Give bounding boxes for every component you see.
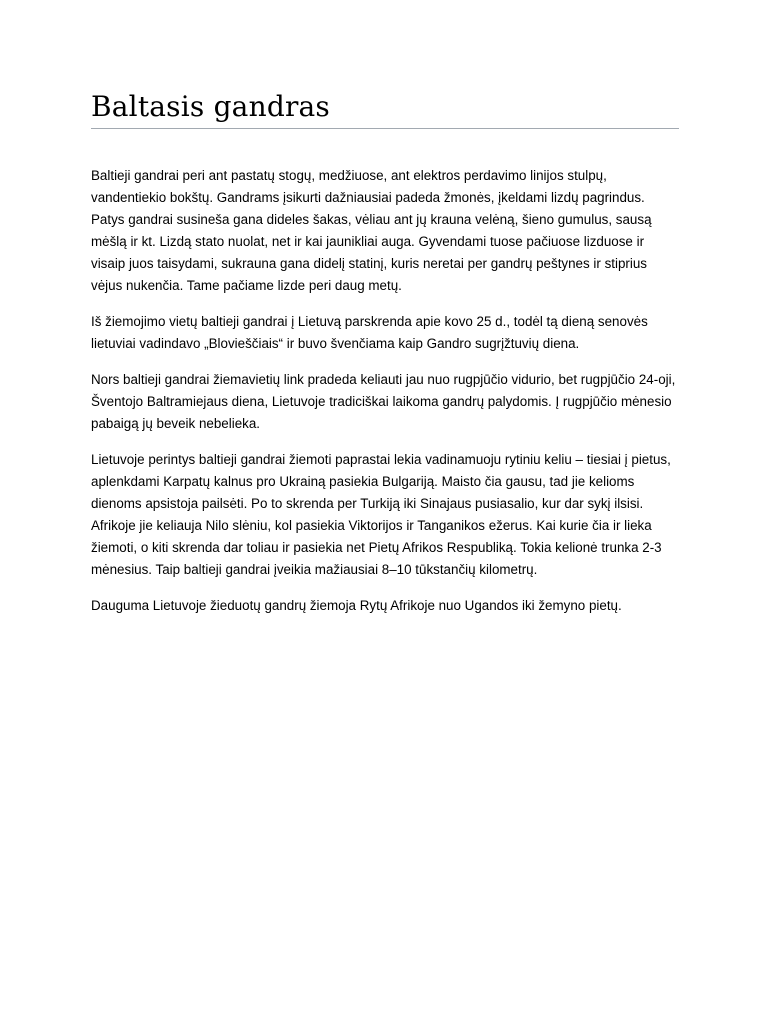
paragraph-arrival: Iš žiemojimo vietų baltieji gandrai į Lietuvą parskrenda apie kovo 25 d., todėl tą dieną senovės lietuviai vadindavo „Blovieščiais“ ir buvo švenčiama kaip Gandro sugrįžtuvių diena. [91, 314, 648, 351]
paragraph-nesting: Baltieji gandrai peri ant pastatų stogų, medžiuose, ant elektros perdavimo linijos stulpų, vandentiekio bokštų. Gandrams įsikurti dažniausiai padeda žmonės, įkeldami lizdų pagrindus. Patys gandrai susineša gana dideles šakas, vėliau ant jų krauna velėną, šieno gumulus, sausą mėšlą ir kt. Lizdą stato nuolat, net ir kai jaunikliai auga. Gyvendami tuose pačiuose lizduose ir visaip juos taisydami, sukrauna gana didelį statinį, kuris neretai per gandrų peštynes ir stiprius vėjus nukenčia. Tame pačiame lizde peri daug metų. [91, 168, 652, 293]
paragraph-migration-route: Lietuvoje perintys baltieji gandrai žiemoti paprastai lekia vadinamuoju rytiniu keliu – tiesiai į pietus, aplenkdami Karpatų kalnus pro Ukrainą pasiekia Bulgariją. Maisto čia gausu, tad jie kelioms dienoms apsistoja pailsėti. Po to skrenda per Turkiją iki Sinajaus pusiasalio, kur dar sykį ilsisi. Afrikoje jie keliauja Nilo slėniu, kol pasiekia Viktorijos ir Tanganikos ežerus. Kai kurie čia ir lieka žiemoti, o kiti skrenda dar toliau ir pasiekia net Pietų Afrikos Respubliką. Tokia kelionė trunka 2-3 mėnesius. Taip baltieji gandrai įveikia mažiausiai 8–10 tūkstančių kilometrų. [91, 452, 671, 577]
title-underline [91, 128, 679, 129]
document-page [91, 88, 679, 631]
article-title: Baltasis gandras [91, 90, 330, 123]
paragraph-wintering: Dauguma Lietuvoje žieduotų gandrų žiemoja Rytų Afrikoje nuo Ugandos iki žemyno pietų. [91, 598, 622, 613]
paragraph-departure: Nors baltieji gandrai žiemavietių link pradeda keliauti jau nuo rugpjūčio vidurio, bet rugpjūčio 24-oji, Šventojo Baltramiejaus diena, Lietuvoje tradiciškai laikoma gandrų palydomis. Į rugpjūčio mėnesio pabaigą jų beveik nebelieka. [91, 372, 676, 431]
